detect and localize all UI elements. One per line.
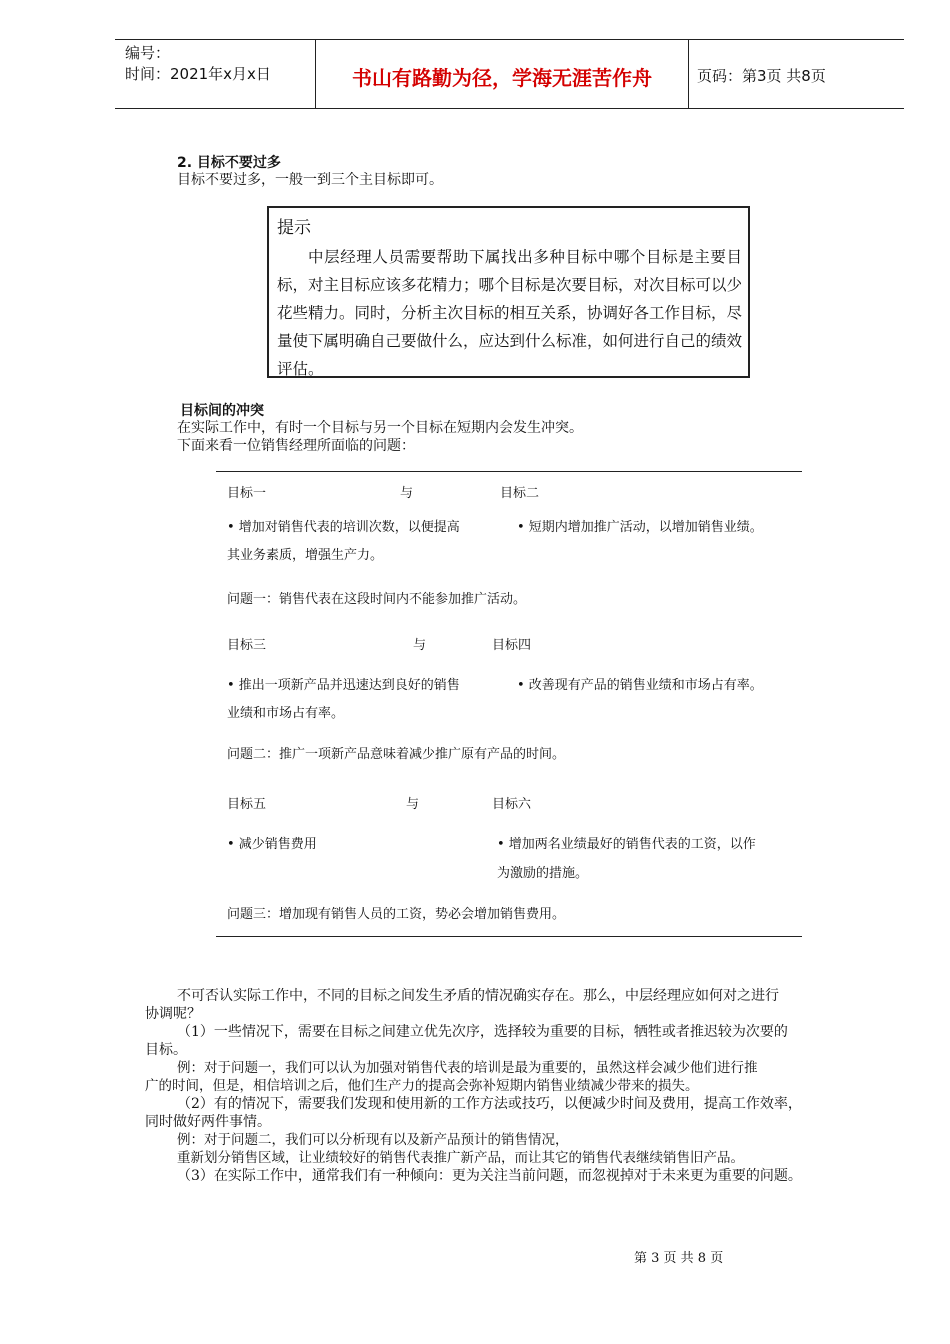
header-page-cell	[689, 40, 904, 108]
goal-label-right: 目标六	[492, 797, 532, 812]
discussion-para2-cont: 目标。	[145, 1042, 187, 1058]
goal-label-left: 目标五	[227, 797, 267, 812]
goal-vs: 与	[400, 486, 414, 501]
discussion-para1-cont: 协调呢？	[145, 1006, 201, 1022]
conflict-lead: 下面来看一位销售经理所面临的问题：	[177, 438, 415, 454]
goal-item-right: • 短期内增加推广活动，以增加销售业绩。	[517, 520, 763, 535]
goal-item-left-cont: 业绩和市场占有率。	[227, 706, 345, 721]
goal-item-left: • 减少销售费用	[227, 837, 317, 852]
discussion-example2-cont: 重新划分销售区域，让业绩较好的销售代表推广新产品，而让其它的销售代表继续销售旧产品。	[177, 1150, 744, 1166]
header-info-cell	[115, 40, 316, 108]
discussion-para3: （2）有的情况下，需要我们发现和使用新的工作方法或技巧，以便减少时间及费用，提高工作效率，	[177, 1096, 802, 1112]
document-date-label: 时间：2021年x月x日	[125, 65, 271, 83]
goal-item-right-cont: 为激励的措施。	[497, 866, 589, 881]
goal-problem: 问题二：推广一项新产品意味着减少推广原有产品的时间。	[227, 747, 566, 762]
table-top-rule	[216, 471, 802, 472]
header-motto-cell	[316, 40, 689, 108]
footer-page-number: 第 3 页 共 8 页	[634, 1251, 724, 1266]
header-page-number: 页码：第3页 共8页	[697, 67, 826, 85]
discussion-para3-cont: 同时做好两件事情。	[145, 1114, 271, 1130]
goal-problem: 问题一：销售代表在这段时间内不能参加推广活动。	[227, 592, 527, 607]
document-number-label: 编号：	[125, 44, 171, 62]
tip-title: 提示	[277, 218, 311, 238]
goal-item-left: • 增加对销售代表的培训次数，以便提高	[227, 520, 460, 535]
goal-problem: 问题三：增加现有销售人员的工资，势必会增加销售费用。	[227, 907, 566, 922]
goal-item-right: • 改善现有产品的销售业绩和市场占有率。	[517, 678, 763, 693]
goal-vs: 与	[413, 638, 427, 653]
goal-item-left: • 推出一项新产品并迅速达到良好的销售	[227, 678, 460, 693]
goal-item-right: • 增加两名业绩最好的销售代表的工资，以作	[497, 837, 756, 852]
discussion-example1-cont: 广的时间，但是，相信培训之后，他们生产力的提高会弥补短期内销售业绩减少带来的损失。	[145, 1078, 699, 1094]
section-body: 目标不要过多，一般一到三个主目标即可。	[177, 172, 443, 188]
goal-label-left: 目标三	[227, 638, 267, 653]
discussion-para4: （3）在实际工作中，通常我们有一种倾向：更为关注当前问题，而忽视掉对于未来更为重要的问题。	[177, 1168, 802, 1184]
conflict-intro: 在实际工作中，有时一个目标与另一个目标在短期内会发生冲突。	[177, 420, 583, 436]
table-bottom-rule	[216, 936, 802, 937]
section-title: 2. 目标不要过多	[177, 155, 281, 171]
conflict-title: 目标间的冲突	[180, 403, 264, 419]
tip-box	[267, 206, 750, 378]
discussion-para1: 不可否认实际工作中，不同的目标之间发生矛盾的情况确实存在。那么，中层经理应如何对之进行	[177, 988, 779, 1004]
goal-label-left: 目标一	[227, 486, 267, 501]
discussion-para2: （1）一些情况下，需要在目标之间建立优先次序，选择较为重要的目标，牺牲或者推迟较为次要的	[177, 1024, 788, 1040]
goal-vs: 与	[406, 797, 420, 812]
discussion-example2: 例：对于问题二，我们可以分析现有以及新产品预计的销售情况，	[177, 1132, 569, 1148]
discussion-example1: 例：对于问题一，我们可以认为加强对销售代表的培训是最为重要的，虽然这样会减少他们进行推	[177, 1060, 758, 1076]
page-header	[115, 39, 904, 109]
header-motto: 书山有路勤为径，学海无涯苦作舟	[352, 66, 652, 90]
tip-body: 中层经理人员需要帮助下属找出多种目标中哪个目标是主要目标，对主目标应该多花精力；哪个目标是次要目标，对次目标可以少花些精力。同时，分析主次目标的相互关系，协调好各工作目标，尽量使下属明确自己要做什么，应达到什么标准，如何进行自己的绩效评估。	[277, 248, 743, 378]
goal-item-left-cont: 其业务素质，增强生产力。	[227, 548, 384, 563]
goal-label-right: 目标四	[492, 638, 532, 653]
goal-label-right: 目标二	[500, 486, 540, 501]
